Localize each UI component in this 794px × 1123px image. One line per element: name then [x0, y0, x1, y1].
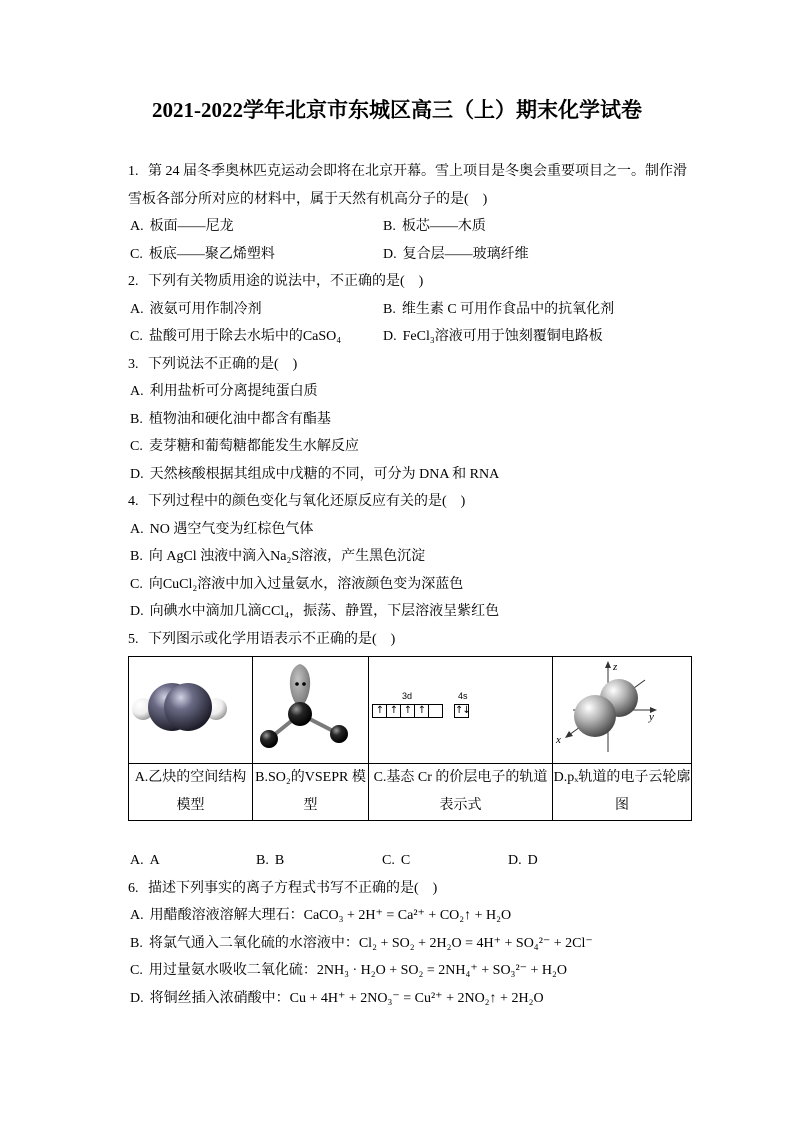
option-label: C.: [130, 329, 143, 344]
option-text: FeCl₃溶液可用于蚀刻覆铜电路板: [402, 329, 603, 344]
option-d: [128, 985, 694, 1013]
question-number: 6.: [128, 880, 139, 896]
option-text: 利用盐析可分离提纯蛋白质: [149, 384, 318, 399]
question-3: [128, 351, 694, 379]
figure-table: [128, 656, 692, 821]
figure-caption-c: C.基态 Cr 的价层电子的轨道表示式: [369, 764, 553, 821]
option-label: D.: [130, 990, 144, 1006]
option-a: [128, 296, 381, 324]
option-label: A.: [130, 219, 144, 234]
option-text: B: [274, 853, 285, 868]
lone-pair-electron-left: [295, 682, 299, 686]
question-4-options: [128, 516, 694, 626]
oxygen-atom-right: [330, 725, 348, 743]
option-b: [128, 406, 694, 434]
option-label: C.: [130, 246, 143, 262]
option-c: [380, 847, 506, 875]
option-label: C.: [130, 576, 143, 592]
exam-title: 2021-2022学年北京市东城区高三（上）期末化学试卷: [152, 98, 642, 122]
option-a: [128, 516, 694, 544]
question-stem: 描述下列事实的离子方程式书写不正确的是( ): [148, 880, 438, 896]
option-text: 用醋酸溶液溶解大理石：CaCO₃ + 2H⁺ = Ca²⁺ + CO₂↑ + H₂O: [149, 908, 512, 923]
option-label: B.: [130, 411, 143, 427]
question-5: [128, 626, 694, 654]
option-label: B.: [256, 853, 269, 868]
question-6: [128, 875, 694, 903]
option-text: 用过量氨水吸收二氧化硫：2NH₃ · H₂O + SO₂ = 2NH₄⁺ + SO₃²⁻ + H₂O: [148, 963, 568, 978]
question-stem: 下列有关物质用途的说法中，不正确的是( ): [148, 274, 424, 289]
question-5-options: [128, 847, 694, 875]
orbital-3d-boxes: [372, 704, 443, 718]
option-a: [128, 902, 694, 930]
question-number: 1.: [128, 164, 139, 179]
figure-caption-b: B.SO₂的VSEPR 模型: [253, 764, 369, 821]
acetylene-model-figure: [129, 657, 253, 763]
option-b: [381, 296, 694, 324]
question-6-options: [128, 902, 694, 1012]
question-4: [128, 488, 694, 516]
orbital-box: ↑: [414, 704, 429, 718]
option-a: [128, 378, 694, 406]
option-label: D.: [383, 329, 397, 344]
figure-cell-a: [129, 657, 253, 764]
option-text: 向碘水中滴加几滴CCl₄，振荡、静置，下层溶液呈紫红色: [149, 604, 500, 619]
option-b: [128, 543, 694, 571]
option-text: 维生素 C 可用作食品中的抗氧化剂: [401, 301, 615, 317]
option-b: [381, 213, 694, 241]
option-text: D: [527, 853, 538, 868]
option-label: B.: [383, 219, 396, 234]
orbital-box: ↑: [372, 704, 387, 718]
oxygen-atom-left: [260, 730, 278, 748]
option-text: 植物油和硬化油中都含有酯基: [148, 411, 331, 427]
option-c: [128, 323, 381, 351]
y-axis-label: y: [649, 711, 654, 723]
option-label: A.: [130, 853, 144, 868]
figure-image-row: [129, 657, 692, 764]
question-number: 3.: [128, 356, 139, 372]
option-c: [128, 571, 694, 599]
option-d: [381, 241, 694, 269]
option-text: 天然核酸根据其组成中戊糖的不同，可分为 DNA 和 RNA: [149, 466, 500, 482]
option-text: 板芯——木质: [401, 219, 486, 234]
question-stem: 下列说法不正确的是( ): [148, 356, 298, 372]
option-d: [128, 598, 694, 626]
option-c: [128, 433, 694, 461]
question-stem: 下列图示或化学用语表示不正确的是( ): [148, 631, 396, 647]
figure-cell-b: [253, 657, 369, 764]
option-label: A.: [130, 301, 144, 317]
option-label: B.: [130, 935, 143, 951]
px-orbital-figure: [553, 657, 692, 763]
orbital-diagram: [369, 657, 552, 763]
option-d: [506, 847, 632, 875]
orbital-label-4s: 4s: [458, 691, 468, 701]
question-1: [128, 158, 694, 213]
option-label: D.: [383, 246, 397, 262]
option-label: A.: [130, 384, 144, 399]
option-text: 麦芽糖和葡萄糖都能发生水解反应: [148, 439, 359, 454]
figure-cell-d: [553, 657, 692, 764]
option-text: 向 AgCl 浊液中滴入Na₂S溶液，产生黑色沉淀: [148, 549, 426, 564]
figure-caption-row: [129, 764, 692, 821]
option-text: NO 遇空气变为红棕色气体: [149, 521, 314, 537]
orbital-box: ↑: [386, 704, 401, 718]
orbital-4s-boxes: [454, 704, 469, 718]
option-text: 盐酸可用于除去水垢中的CaSO₄: [148, 329, 342, 344]
question-number: 2.: [128, 274, 139, 289]
question-list: [128, 158, 694, 1012]
option-label: A.: [130, 908, 144, 923]
option-text: A: [149, 853, 160, 868]
question-2: [128, 268, 694, 296]
question-3-options: [128, 378, 694, 488]
orbital-box: [428, 704, 443, 718]
option-b: [254, 847, 380, 875]
option-a: [128, 847, 254, 875]
option-text: C: [400, 853, 411, 868]
option-a: [128, 213, 381, 241]
x-axis-arrow: [565, 731, 573, 738]
option-label: B.: [130, 549, 143, 564]
option-c: [128, 241, 381, 269]
option-text: 板底——聚乙烯塑料: [148, 246, 275, 262]
sulfur-atom: [288, 702, 312, 726]
carbon-atom-right: [164, 683, 212, 731]
option-d: [128, 461, 694, 489]
question-2-options: [128, 296, 694, 351]
question-1-options: [128, 213, 694, 268]
so2-vsepr-figure: [253, 657, 369, 763]
figure-cell-c: [369, 657, 553, 764]
question-number: 5.: [128, 631, 139, 647]
orbital-lobe-front: [574, 695, 616, 737]
option-label: C.: [382, 853, 395, 868]
option-b: [128, 930, 694, 958]
option-label: D.: [130, 466, 144, 482]
question-number: 4.: [128, 494, 139, 509]
orbital-box: ↑↓: [455, 705, 470, 716]
option-text: 复合层——玻璃纤维: [402, 246, 529, 262]
option-label: B.: [383, 301, 396, 317]
option-label: D.: [508, 853, 522, 868]
option-d: [381, 323, 694, 351]
z-axis-label: z: [613, 661, 618, 673]
orbital-box: ↑: [400, 704, 415, 718]
option-text: 将铜丝插入浓硝酸中：Cu + 4H⁺ + 2NO₃⁻ = Cu²⁺ + 2NO₂↑ + 2H₂O: [149, 990, 544, 1006]
option-text: 将氯气通入二氧化硫的水溶液中：Cl₂ + SO₂ + 2H₂O = 4H⁺ + SO₄²⁻ + 2Cl⁻: [148, 935, 593, 951]
lone-pair-electron-right: [302, 682, 306, 686]
option-text: 液氨可用作制冷剂: [149, 301, 262, 317]
figure-caption-d: D.pₓ轨道的电子云轮廓图: [553, 764, 692, 821]
option-label: A.: [130, 521, 144, 537]
x-axis-label: x: [556, 734, 561, 746]
option-c: [128, 957, 694, 985]
figure-caption-a: A.乙炔的空间结构模型: [129, 764, 253, 821]
option-label: C.: [130, 439, 143, 454]
z-axis-arrow: [605, 661, 611, 668]
question-stem: 第 24 届冬季奥林匹克运动会即将在北京开幕。雪上项目是冬奥会重要项目之一。制作滑雪板各部分所对应的材料中，属于天然有机高分子的是( ): [128, 164, 687, 207]
option-text: 板面——尼龙: [149, 219, 234, 234]
option-text: 向CuCl₂溶液中加入过量氨水，溶液颜色变为深蓝色: [148, 576, 464, 592]
question-stem: 下列过程中的颜色变化与氧化还原反应有关的是( ): [148, 494, 466, 509]
orbital-label-3d: 3d: [402, 691, 413, 701]
option-label: C.: [130, 963, 143, 978]
option-label: D.: [130, 604, 144, 619]
